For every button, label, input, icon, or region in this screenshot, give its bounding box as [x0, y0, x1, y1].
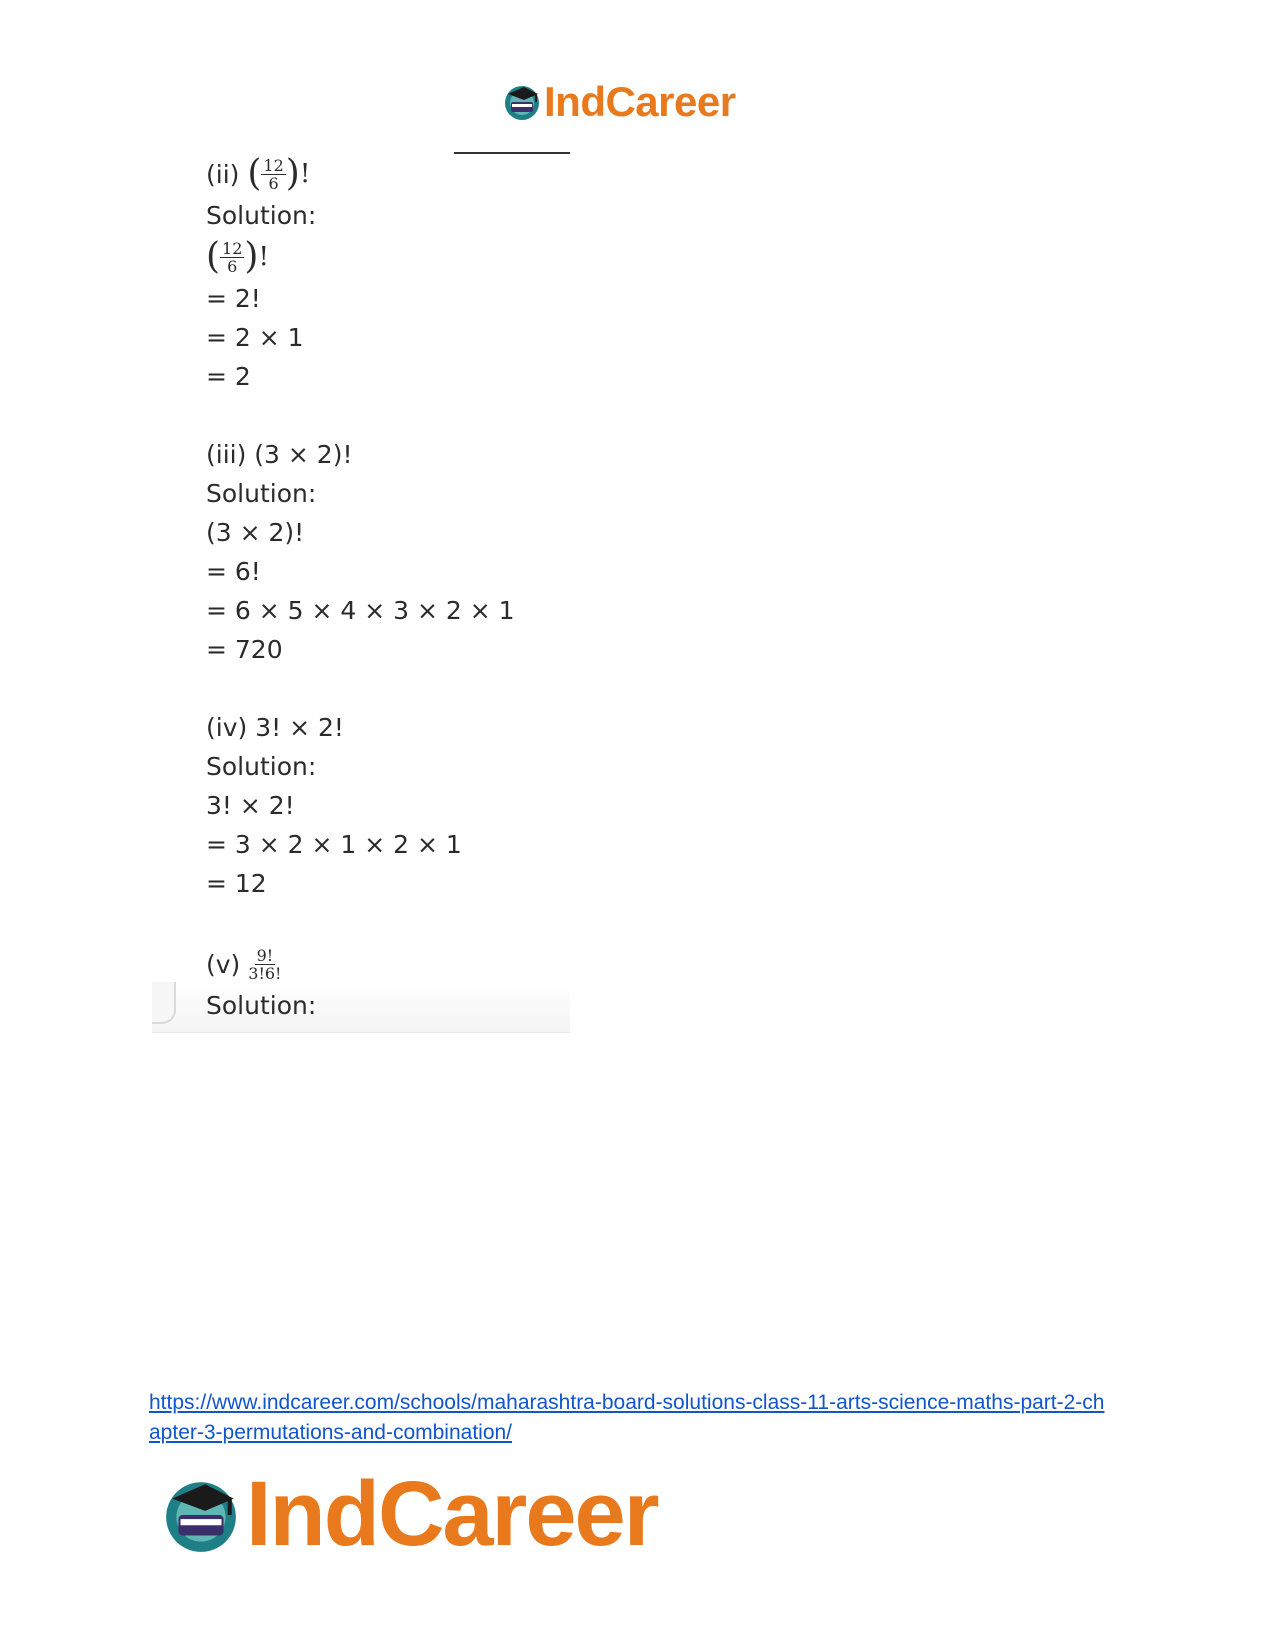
fraction-12-over-6 [261, 157, 285, 192]
open-paren: ( [206, 236, 221, 277]
factorial-symbol: ! [258, 241, 269, 272]
close-paren: ) [285, 153, 300, 194]
question-ii-label: (ii) [206, 159, 240, 189]
step-line: = 2 × 1 [206, 323, 304, 352]
fraction-9-over-3-6 [248, 947, 281, 982]
step-line: = 3 × 2 × 1 × 2 × 1 [206, 830, 462, 859]
fraction-12-over-6 [220, 240, 244, 275]
question-v [206, 942, 515, 986]
step-line: = 2! [206, 284, 261, 313]
header-logo [502, 78, 736, 126]
logo-wordmark: IndCareer [544, 78, 736, 125]
solution-label: Solution: [206, 752, 317, 781]
solution-label: Solution: [206, 991, 317, 1020]
graduation-globe-icon [160, 1474, 242, 1556]
fraction-numerator: 9! [256, 945, 274, 965]
expression-iv: 3! × 2! [206, 791, 295, 820]
fraction-denominator: 6 [268, 173, 279, 193]
step-line: = 6! [206, 557, 261, 586]
graduation-globe-icon [502, 82, 542, 122]
logo-wordmark: IndCareer [246, 1463, 658, 1565]
expression-ii [206, 235, 515, 279]
solution-label: Solution: [206, 201, 317, 230]
step-line: = 6 × 5 × 4 × 3 × 2 × 1 [206, 596, 515, 625]
fraction-numerator: 12 [222, 238, 243, 258]
factorial-symbol: ! [299, 158, 311, 189]
fraction-denominator: 6 [227, 256, 238, 276]
question-v-label: (v) [206, 949, 241, 979]
fraction-numerator: 12 [263, 155, 284, 175]
question-iv: (iv) 3! × 2! [206, 713, 344, 742]
step-line: = 2 [206, 362, 251, 391]
question-iii: (iii) (3 × 2)! [206, 440, 353, 469]
step-line: = 12 [206, 869, 267, 898]
question-ii [206, 152, 515, 196]
step-line: = 720 [206, 635, 283, 664]
page-curl [152, 982, 176, 1024]
source-link[interactable]: https://www.indcareer.com/schools/maharashtra-board-solutions-class-11-arts-science-maths-part-2-chapter-3-permutations-and-combination/ [149, 1391, 1105, 1444]
solution-label: Solution: [206, 479, 317, 508]
close-paren: ) [244, 236, 259, 277]
open-paren: ( [247, 153, 262, 194]
footer-logo [160, 1462, 658, 1567]
fraction-denominator: 3!6! [248, 963, 282, 983]
solution-content [206, 152, 515, 1025]
expression-iii: (3 × 2)! [206, 518, 305, 547]
